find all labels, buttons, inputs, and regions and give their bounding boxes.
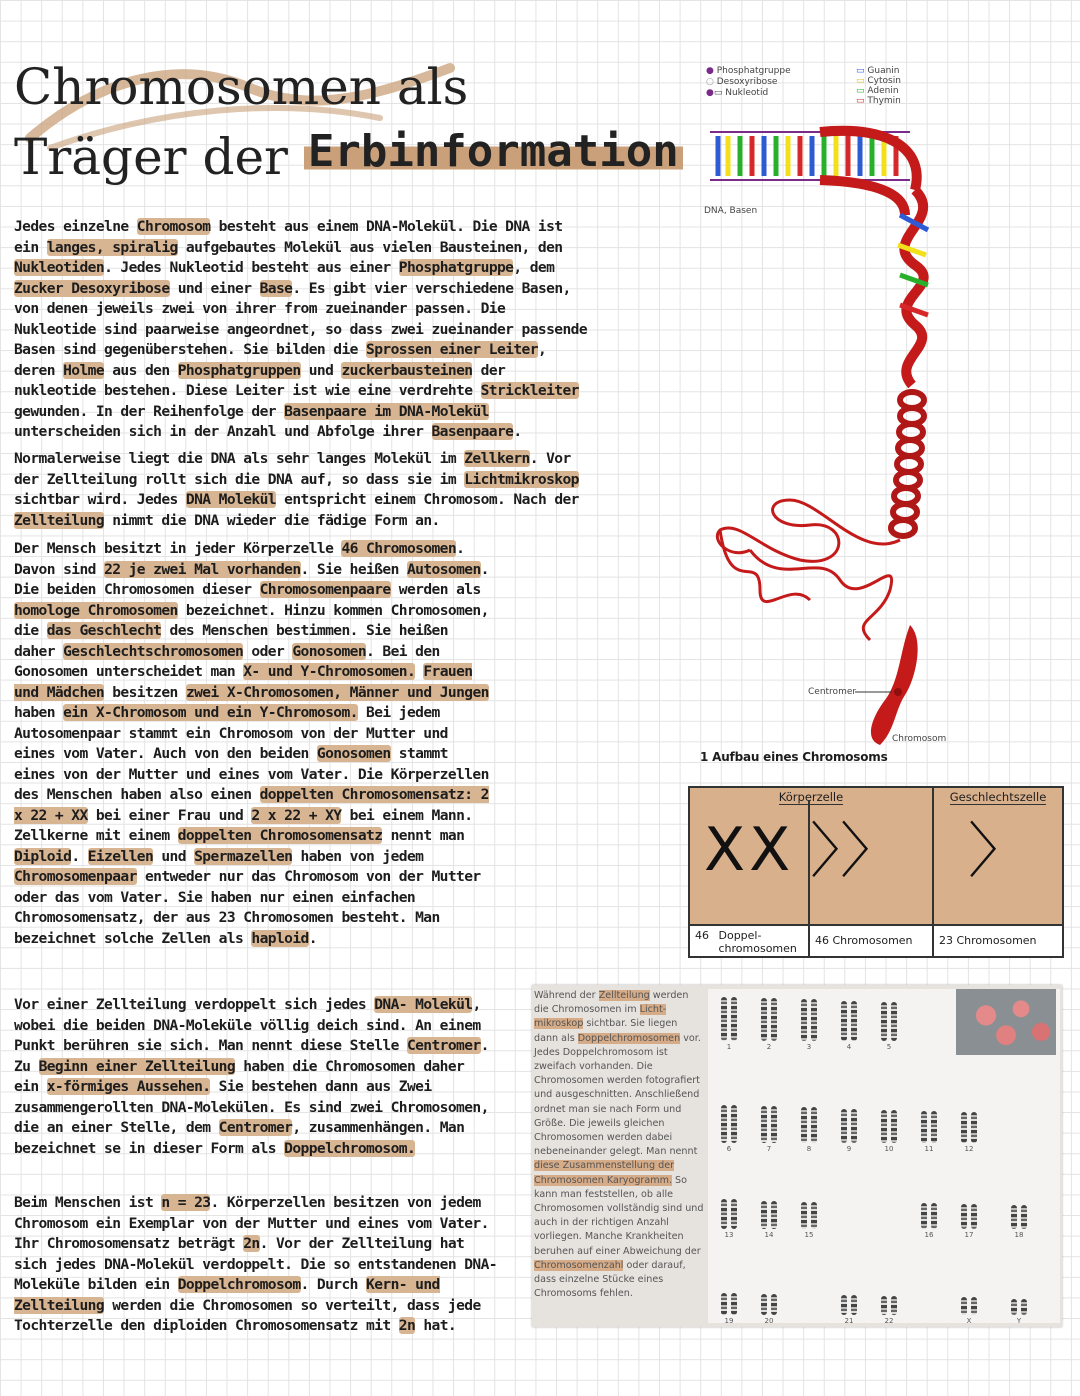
chromosome-image — [921, 1203, 927, 1229]
highlighted-term: 22 je zwei Mal vorhanden — [104, 560, 301, 578]
karyogram-number: 9 — [846, 1145, 852, 1153]
chromosome-image — [1011, 1205, 1017, 1229]
text-segment: vor. Jedes Doppelchromosom ist zweifach vorhanden. Die Chromosomen werden fotografiert und ausgeschnitten. Anschließend ordnet man sie nach Form und Größe. Die jeweils gleichen Chromosomen werden dabei nebeneinander gelegt. Man nennt — [534, 1032, 701, 1158]
highlighted-term: Beginn einer Zellteilung — [38, 1057, 236, 1075]
text-segment: der nukleotide bestehen. Diese Leiter ist wie eine verdrehte — [14, 361, 506, 399]
highlighted-term: ein X-Chromosom und ein Y-Chromosom. — [63, 704, 358, 721]
text-segment: bezeichnet. Hinzu kommen Chromosomen, die — [14, 601, 489, 639]
highlighted-term: Basenpaare im DNA-Molekül — [284, 402, 489, 420]
text-segment: besteht aus einem DNA-Molekül. Die DNA ist ein — [14, 218, 563, 256]
karyogram-pair — [832, 997, 866, 1051]
dna-label: DNA, Basen — [704, 206, 758, 216]
text-segment: . Zu — [14, 1037, 489, 1075]
karyogram-pair — [712, 997, 746, 1051]
text-segment: besitzen — [104, 683, 186, 701]
dna-helix — [898, 190, 928, 385]
chromosome-set-table — [688, 786, 1064, 958]
chromosome-image — [1011, 1299, 1017, 1315]
karyogram-pair — [752, 1271, 786, 1325]
text-segment: nimmt die DNA wieder die fädige Form an. — [104, 511, 440, 529]
highlighted-term: Nukleotiden — [14, 259, 105, 276]
chromosome-image — [771, 1294, 777, 1315]
text-segment: . Vor der Zellteilung hat sich jedes DNA-Molekül verdoppelt. Die so entstandenen DNA-Moleküle bilden ein — [14, 1235, 497, 1293]
karyogram-pair — [712, 1185, 746, 1239]
text-segment: . — [308, 929, 317, 947]
chromosome-image — [881, 1296, 887, 1315]
legend-guanin: ▭ Guanin — [856, 66, 900, 76]
highlighted-term: Autosomen — [406, 560, 481, 578]
chromosom-label: Chromosom — [892, 734, 947, 744]
centromer-label: Centromer — [808, 687, 857, 697]
chromosome-image — [851, 1295, 857, 1315]
text-segment: werden die Chromosomen so verteilt, dass jede Tochterzelle den diploiden Chromosomensatz mit — [14, 1296, 481, 1334]
paragraph-cell-division — [14, 995, 494, 1159]
highlighted-term: X- und Y-Chromosomen. — [243, 663, 416, 680]
karyogram-pair — [712, 1099, 746, 1153]
chromosome-image — [811, 1202, 817, 1229]
highlighted-term: Phosphatgruppen — [177, 361, 301, 379]
text-segment: Der Mensch besitzt in jeder Körperzelle — [14, 540, 342, 557]
sex-cell-heading: Geschlechtszelle — [949, 790, 1047, 804]
text-segment: bei einem Mann. Zellkerne mit einem — [14, 806, 473, 844]
legend-desoxyribose: ○ Desoxyribose — [706, 77, 778, 87]
text-segment: Sie bestehen dann aus Zwei zusammengerollten DNA-Molekülen. Es sind zwei Chromosomen, die an einer Stelle, dem — [14, 1078, 489, 1136]
text-segment: . Durch — [300, 1276, 367, 1293]
foot-double-label: Doppel- chromosomen — [718, 929, 797, 955]
karyogram-number: 8 — [806, 1145, 812, 1153]
chromosome-image — [761, 998, 767, 1041]
karyogram-number: X — [966, 1317, 972, 1325]
karyogram-pair — [832, 1099, 866, 1153]
text-segment: , dem — [513, 259, 555, 276]
highlighted-term: Gonosomen — [292, 642, 367, 660]
karyogram-pair — [872, 1099, 906, 1153]
chromosome-image — [961, 1204, 967, 1229]
karyogram-number: 15 — [804, 1231, 814, 1239]
highlighted-term: Diploid — [14, 847, 72, 865]
text-segment: . — [71, 847, 88, 865]
highlighted-term: 2 x 22 + XY — [251, 806, 342, 824]
legend-adenin: ▭ Adenin — [856, 86, 899, 96]
centromer-dot — [894, 688, 902, 696]
highlighted-term: Centromer — [406, 1037, 481, 1054]
chromosome-image — [971, 1297, 977, 1315]
chromosome-image — [881, 1002, 887, 1041]
karyogram-number: 18 — [1014, 1231, 1024, 1239]
paragraph-human-chromosomes — [14, 539, 489, 949]
highlighted-term: Spermazellen — [194, 847, 293, 865]
xx-symbol: XX — [704, 815, 795, 885]
title-highlight: Erbinformation — [304, 126, 683, 177]
text-segment: , zusammenhängen. Man bezeichnet se in dieser Form als — [14, 1119, 465, 1157]
text-segment: entweder nur das Chromosom von der Mutter oder das vom Vater. Sie haben nur einen einfachen Chromosomensatz, der aus 23 Chromosomen besteht. Man bezeichnet solche Zellen als — [14, 868, 481, 947]
chromosome-image — [801, 1107, 807, 1143]
text-segment: Während der — [534, 990, 599, 1001]
microscope-image — [956, 989, 1056, 1055]
foot-count: 46 — [695, 929, 709, 942]
karyogram-pair — [752, 1099, 786, 1153]
text-segment: hat. — [415, 1317, 457, 1334]
chromosome-image — [771, 1106, 777, 1143]
double-chromosome-symbol: 〉〉 — [810, 817, 900, 887]
karyogram-number: 5 — [886, 1043, 892, 1051]
chromosome-image — [761, 1201, 767, 1229]
karyogram-pair — [872, 1271, 906, 1325]
chromosome-image — [891, 1002, 897, 1041]
legend-cytosin: ▭ Cytosin — [856, 76, 901, 86]
karyogram-number: 4 — [846, 1043, 852, 1051]
karyogram-pair — [912, 1099, 946, 1153]
legend-phosphat: ● Phosphatgruppe — [706, 66, 791, 76]
condensed-chromosome — [871, 625, 918, 745]
text-segment: und einer — [169, 279, 260, 297]
body-cell-heading: Körperzelle — [778, 790, 844, 804]
karyogram-pair — [792, 1099, 826, 1153]
single-chromosome-symbol: 〉 — [968, 817, 1028, 887]
page-title — [14, 52, 683, 195]
karyogram-grid — [708, 989, 1060, 1323]
chromosome-image — [731, 1293, 737, 1315]
karyogram-number: 12 — [964, 1145, 974, 1153]
karyogram-pair — [832, 1271, 866, 1325]
text-segment: nennt man — [382, 827, 465, 844]
title-line-2 — [14, 122, 683, 195]
highlighted-term: zuckerbausteinen — [341, 361, 473, 379]
highlighted-term: Doppelchromosom — [177, 1276, 301, 1293]
karyogram-number: 14 — [764, 1231, 774, 1239]
highlighted-term: doppelten Chromosomensatz — [177, 827, 383, 844]
highlighted-term: Doppelchromosom. — [284, 1139, 416, 1157]
highlighted-term: Holme — [63, 361, 105, 379]
text-segment: stammt eines von der Mutter und eines vom Vater. Die Körperzellen des Menschen haben also einen — [14, 745, 489, 803]
karyogram-pair — [952, 1271, 986, 1325]
chromosome-image — [841, 1295, 847, 1315]
legend-nukleotid: ●▭ Nukleotid — [706, 88, 769, 98]
text-segment: bei einer Frau und — [87, 806, 252, 824]
diagram-caption: 1 Aufbau eines Chromosoms — [700, 750, 888, 764]
text-segment: gewunden. In der Reihenfolge der — [14, 402, 285, 420]
highlighted-term: zwei X-Chromosomen, Männer und Jungen — [185, 683, 489, 701]
highlighted-term: DNA- Molekül — [374, 996, 473, 1013]
chromatin-coils — [891, 392, 924, 536]
karyogram-number: 1 — [726, 1043, 732, 1051]
chromosome-image — [801, 1202, 807, 1229]
highlighted-term: n = 23 — [161, 1194, 211, 1211]
highlighted-term: das Geschlecht — [46, 622, 162, 639]
chromosome-image — [971, 1112, 977, 1143]
highlighted-term: Chromosomenzahl — [534, 1259, 624, 1271]
highlighted-term: Chromosomenpaar — [14, 868, 137, 885]
title-line-1: Chromosomen als — [14, 58, 469, 116]
text-segment: . — [513, 423, 522, 440]
highlighted-term: Lichtmikroskop — [464, 470, 579, 488]
chromosome-image — [811, 1107, 817, 1143]
highlighted-term: Sprossen einer Leiter — [366, 341, 538, 358]
chromosome-image — [891, 1110, 897, 1143]
karyogram-pair — [912, 1185, 946, 1239]
highlighted-term: 2n — [398, 1317, 416, 1334]
karyogram-pair — [872, 997, 906, 1051]
highlighted-term: Zellkern — [464, 450, 530, 467]
text-segment: Normalerweise liegt die DNA als sehr langes Molekül im — [14, 450, 465, 467]
text-segment: haben die Chromosomen daher ein — [14, 1057, 465, 1095]
text-segment: . Sie heißen — [300, 560, 407, 578]
sex-cell-box — [932, 786, 1064, 926]
text-segment: . Bei den Gonosomen unterscheidet man — [14, 642, 440, 680]
title-line-2-prefix: Träger der — [14, 128, 288, 186]
text-segment: sichtbar wird. Jedes — [14, 491, 186, 508]
highlighted-term: 46 Chromosomen — [341, 540, 457, 557]
karyogram-description — [534, 989, 704, 1301]
chromosome-image — [881, 1110, 887, 1143]
highlighted-term: Phosphatgruppe — [398, 259, 514, 276]
text-segment: . Es gibt vier verschiedene Basen, von denen jeweils zwei von ihrer from zueinander passen. Die Nukleotide sind paarweise angeordnet, so dass zwei zueinander passende Basen sind gegenüberstehen. Sie bilden die — [14, 279, 588, 358]
legend-left — [706, 66, 791, 99]
text-segment: Jedes einzelne — [14, 218, 137, 235]
highlighted-term: Base — [259, 279, 293, 297]
text-segment: werden als — [390, 581, 481, 598]
chromosome-image — [771, 998, 777, 1041]
dna-ladder — [710, 131, 917, 215]
highlighted-term: haploid — [251, 929, 309, 947]
karyogram-number: Y — [1016, 1317, 1022, 1325]
text-segment: und — [153, 847, 195, 865]
highlighted-term: diese Zusammenstellung der Chromosomen Karyogramm. — [534, 1160, 675, 1186]
body-cell-box — [688, 786, 934, 926]
chromosome-image — [841, 1001, 847, 1041]
karyogram-number: 11 — [924, 1145, 934, 1153]
chromosome-image — [721, 1199, 727, 1229]
legend-right — [856, 66, 901, 106]
chromosome-image — [761, 1294, 767, 1315]
paragraph-chromosome-set — [14, 1193, 504, 1337]
chromosome-image — [931, 1111, 937, 1143]
chromosome-image — [931, 1203, 937, 1229]
karyogram-number: 22 — [884, 1317, 894, 1325]
text-segment: Beim Menschen ist — [14, 1194, 162, 1211]
chromosome-image — [721, 1105, 727, 1143]
highlighted-term: Doppelchromosomen — [577, 1032, 681, 1044]
highlighted-term: Geschlechtschromosomen — [63, 642, 244, 660]
chromosome-image — [961, 1297, 967, 1315]
karyogram-number: 10 — [884, 1145, 894, 1153]
chromosome-image — [771, 1201, 777, 1229]
text-segment: haben — [14, 704, 64, 721]
highlighted-term: Zellteilung — [598, 990, 650, 1001]
chromosome-image — [731, 1105, 737, 1143]
text-segment: sichtbar. Sie liegen dann als — [534, 1018, 678, 1044]
karyogram-pair — [1002, 1271, 1036, 1325]
chromosome-image — [971, 1204, 977, 1229]
text-segment: , wobei die beiden DNA-Moleküle völlig deich sind. An einem Punkt berühren sie sich. Man nennt diese Stelle — [14, 996, 481, 1054]
text-segment: oder — [243, 642, 293, 660]
chromosome-image — [961, 1112, 967, 1143]
foot-46-chromosomes: 46 Chromosomen — [808, 924, 934, 958]
text-segment: Vor einer Zellteilung verdoppelt sich jedes — [14, 996, 375, 1013]
highlighted-term: doppelten Chromosomensatz: 2 x 22 + XX — [14, 786, 489, 824]
text-segment: . Davon sind — [14, 540, 465, 578]
karyogram-number: 19 — [724, 1317, 734, 1325]
karyogram-number: 20 — [764, 1317, 774, 1325]
karyogram-pair — [712, 1271, 746, 1325]
karyogram-number: 7 — [766, 1145, 772, 1153]
chromosome-image — [891, 1296, 897, 1315]
highlighted-term: Eizellen — [87, 847, 154, 865]
highlighted-term: Zucker Desoxyribose — [14, 279, 170, 297]
karyogram-pair — [952, 1099, 986, 1153]
text-segment: werden die Chromosomen im — [534, 990, 689, 1016]
chromosome-image — [801, 999, 807, 1041]
chromosome-image — [721, 997, 727, 1041]
foot-23-chromosomes: 23 Chromosomen — [932, 924, 1064, 958]
text-segment: . Jedes Nukleotid besteht aus einer — [104, 259, 399, 276]
karyogram-pair — [792, 997, 826, 1051]
text-segment: entspricht einem Chromosom. Nach der — [275, 491, 579, 508]
text-segment: Bei jedem Autosomenpaar stammt ein Chromosom von der Mutter und eines vom Vater. Auch von den beiden — [14, 704, 448, 762]
highlighted-term: Chromosomenpaare — [259, 581, 391, 598]
chromosome-image — [731, 1199, 737, 1229]
karyogram-number: 3 — [806, 1043, 812, 1051]
highlighted-term: Chromosom — [136, 218, 211, 235]
chromosome-image — [1021, 1299, 1027, 1315]
karyogram-number: 17 — [964, 1231, 974, 1239]
karyogram-pair — [792, 1185, 826, 1239]
chromosome-image — [731, 997, 737, 1041]
text-segment: . Körperzellen besitzen von jedem Chromosom ein Exemplar von der Mutter und eines vom Vater. Ihr Chromosomensatz beträgt — [14, 1194, 489, 1252]
text-segment: aufgebautes Molekül aus vielen Bausteinen, den — [177, 238, 563, 256]
text-segment: oder darauf, dass einzelne Stücke eines Chromosoms fehlen. — [534, 1259, 686, 1300]
chromosome-image — [851, 1001, 857, 1041]
text-segment: haben von jedem — [292, 847, 424, 865]
karyogram-number: 13 — [724, 1231, 734, 1239]
highlighted-term: Frauen und Mädchen — [14, 663, 473, 701]
text-segment: . Vor der Zellteilung rollt sich die DNA auf, so dass sie im — [14, 450, 571, 488]
highlighted-term: Zellteilung — [14, 511, 105, 529]
highlighted-term: Kern- und Zellteilung — [14, 1276, 440, 1314]
legend-thymin: ▭ Thymin — [856, 96, 901, 106]
text-segment: aus den — [104, 361, 178, 379]
foot-double-chromosomes — [688, 924, 810, 958]
paragraph-dna-in-nucleus — [14, 449, 594, 531]
chromosome-image — [851, 1109, 857, 1143]
karyogram-pair — [1002, 1185, 1036, 1239]
highlighted-term: x-förmiges Aussehen. — [46, 1078, 211, 1095]
highlighted-term: homologe Chromosomen — [14, 601, 178, 619]
highlighted-term: Centromer — [218, 1119, 293, 1136]
chromosome-image — [921, 1111, 927, 1143]
text-segment: , deren — [14, 341, 547, 379]
highlighted-term: Strickleiter — [480, 382, 579, 399]
karyogram-number: 21 — [844, 1317, 854, 1325]
chromosome-image — [841, 1109, 847, 1143]
karyogram-pair — [752, 997, 786, 1051]
highlighted-term: Basenpaare — [431, 423, 514, 440]
karyogram-number: 2 — [766, 1043, 772, 1051]
paragraph-dna-structure — [14, 217, 594, 443]
text-segment: . Die beiden Chromosomen dieser — [14, 560, 489, 598]
chromosome-image — [811, 999, 817, 1041]
highlighted-term: DNA Molekül — [185, 491, 276, 508]
chromatin-loops — [717, 500, 900, 640]
chromosome-image — [1021, 1205, 1027, 1229]
text-segment: und — [300, 361, 342, 379]
karyogram-pair — [752, 1185, 786, 1239]
chromosome-image — [761, 1106, 767, 1143]
chromosome-image — [721, 1293, 727, 1315]
highlighted-term: Gonosomen — [316, 745, 391, 762]
text-segment: unterscheiden sich in der Anzahl und Abfolge ihrer — [14, 423, 432, 440]
karyogram-pair — [952, 1185, 986, 1239]
highlighted-term: 2n — [243, 1235, 260, 1252]
karyogram-photo — [532, 985, 1062, 1327]
text-segment: So kann man feststellen, ob alle Chromosomen vollständig sind und auch in der richtigen Anzahl vorliegen. Manche Krankheiten beruhen auf einer Abweichung der — [534, 1174, 704, 1257]
highlighted-term: Licht-mikroskop — [534, 1004, 667, 1030]
text-segment: des Menschen bestimmen. Sie heißen daher — [14, 622, 448, 660]
highlighted-term: langes, spiralig — [46, 238, 178, 256]
karyogram-number: 6 — [726, 1145, 732, 1153]
karyogram-number: 16 — [924, 1231, 934, 1239]
